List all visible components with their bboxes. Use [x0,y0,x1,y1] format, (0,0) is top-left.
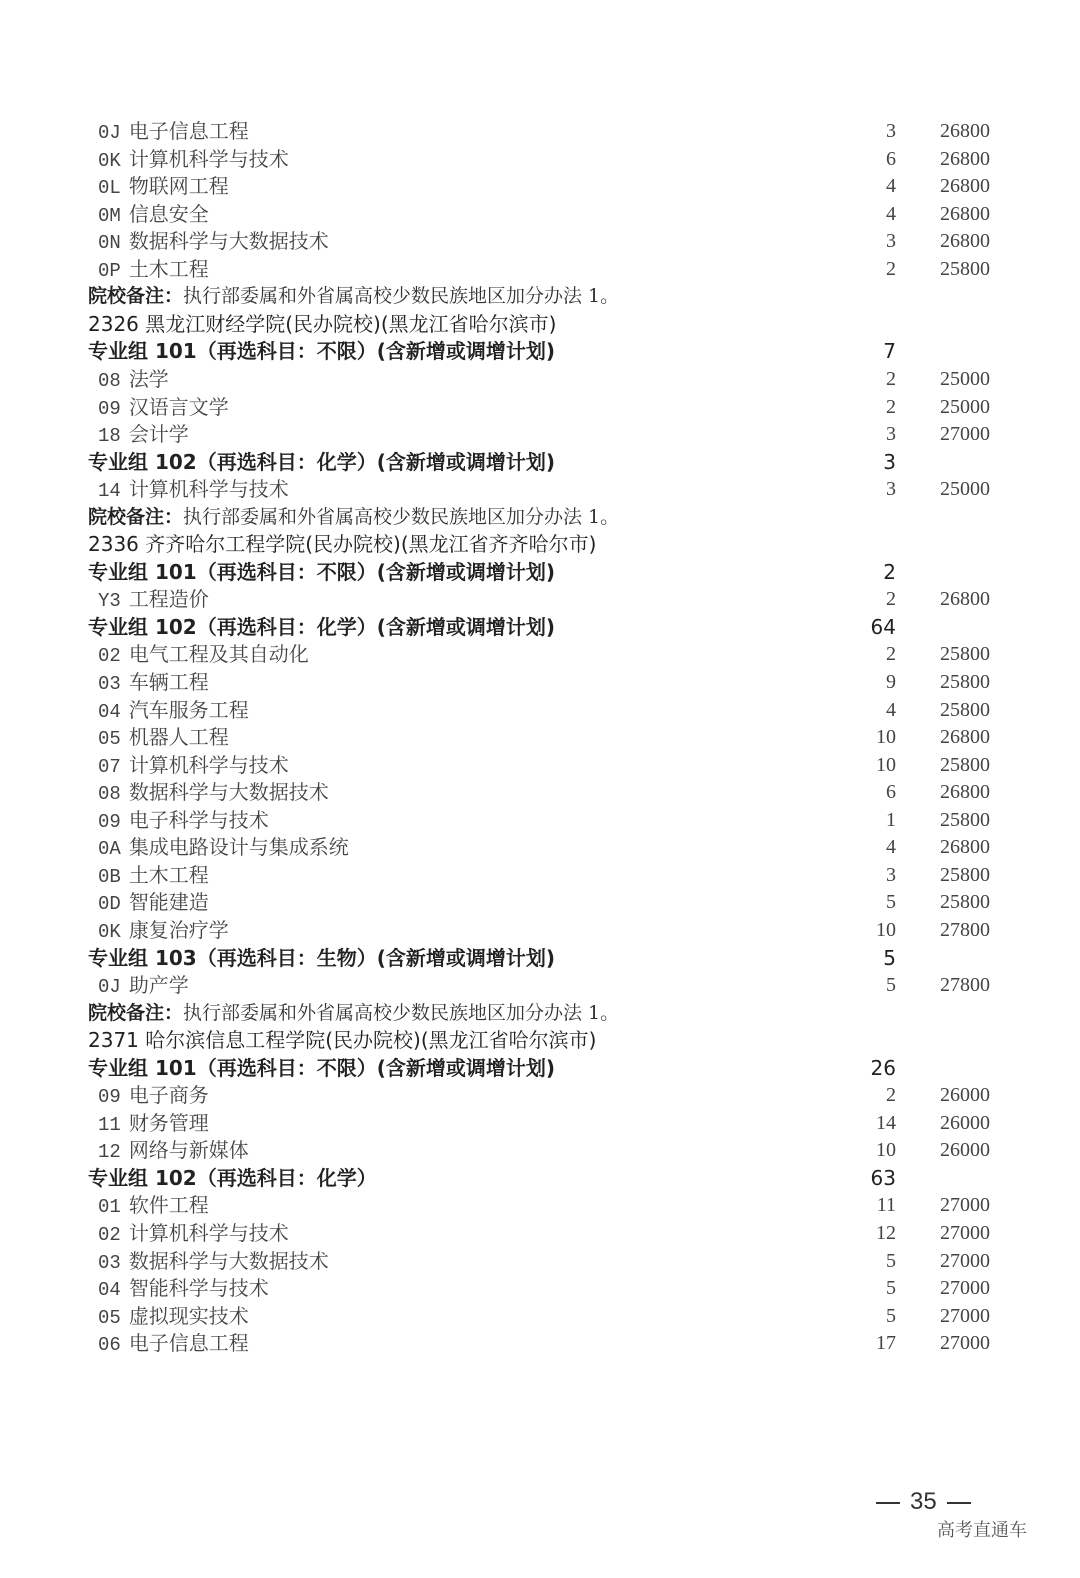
plan-count: 5 [886,891,896,914]
group-row [0,1055,1080,1082]
major-row [0,1192,1080,1219]
plan-count: 11 [876,1194,896,1217]
tuition-fee: 26000 [940,1084,990,1107]
major-code: 03 [98,1251,121,1274]
note-text: 执行部委属和外省属高校少数民族地区加分办法 1。 [183,285,620,308]
major-row [0,917,1080,944]
major-name [98,917,229,946]
group-row [0,559,1080,586]
plan-count: 3 [886,230,896,253]
tuition-fee: 26000 [940,1111,990,1134]
plan-count: 26 [870,1055,896,1080]
major-code: 18 [98,425,121,448]
dash-left [876,1502,900,1504]
tuition-fee: 26800 [940,230,990,253]
major-row [0,724,1080,751]
tuition-fee: 27800 [940,918,990,941]
major-title: 会计学 [128,422,189,447]
major-name [98,1137,249,1166]
note-row [0,504,1080,531]
major-row [0,366,1080,393]
tuition-fee: 25000 [940,367,990,390]
group-title: 专业组 103（再选科目：生物）(含新增或调增计划) [88,945,555,970]
tuition-fee: 27000 [940,1222,990,1244]
plan-count: 10 [876,1139,896,1162]
tuition-fee: 27000 [940,1304,990,1327]
major-code: 11 [98,1113,121,1136]
plan-count: 6 [886,147,896,170]
major-code: 0P [98,259,121,282]
major-title: 数据科学与大数据技术 [128,229,329,254]
major-code: Y3 [98,590,121,613]
major-title: 法学 [128,366,169,391]
major-title: 信息安全 [128,201,209,226]
major-name [98,724,229,753]
major-code: 09 [98,1086,121,1109]
major-title: 计算机科学与技术 [128,146,289,171]
major-code: 09 [98,397,121,420]
school-title: 2371 哈尔滨信息工程学院(民办院校)(黑龙江省哈尔滨市) [88,1028,597,1053]
major-name [98,972,189,1001]
plan-count: 3 [886,120,896,142]
plan-count: 2 [886,395,896,418]
major-name [98,889,209,918]
note-row [0,1000,1080,1027]
plan-count: 4 [886,202,896,225]
plan-count: 10 [876,753,896,776]
major-row [0,1110,1080,1137]
plan-count: 14 [876,1111,896,1134]
major-row [0,1137,1080,1164]
major-code: 02 [98,645,121,668]
major-name [98,256,209,285]
major-name [98,1192,209,1221]
group-row [0,614,1080,641]
group-title: 专业组 102（再选科目：化学） [88,1165,377,1190]
major-row [0,118,1080,145]
major-title: 数据科学与大数据技术 [128,780,329,805]
tuition-fee: 26800 [940,202,990,225]
major-name [98,1220,289,1249]
major-row [0,697,1080,724]
plan-count: 7 [883,339,896,364]
major-row [0,752,1080,779]
tuition-fee: 26800 [940,147,990,170]
major-name [98,1275,269,1304]
tuition-fee: 25800 [940,643,990,666]
major-title: 计算机科学与技术 [128,752,289,777]
plan-count: 5 [886,1249,896,1272]
page-number [866,1488,981,1516]
major-title: 机器人工程 [128,725,229,750]
major-title: 电气工程及其自动化 [128,642,309,667]
major-name [98,752,289,781]
major-title: 智能建造 [128,890,209,915]
group-title: 专业组 102（再选科目：化学）(含新增或调增计划) [88,449,555,474]
major-title: 电子信息工程 [128,1331,249,1356]
major-code: 0J [98,122,121,144]
major-name [98,862,209,891]
plan-count: 12 [876,1222,896,1244]
major-code: 02 [98,1224,121,1246]
major-name [98,394,229,423]
major-code: 0B [98,865,121,888]
major-row [0,256,1080,283]
tuition-fee: 26800 [940,175,990,198]
group-row [0,449,1080,476]
plan-count: 5 [883,945,896,970]
major-title: 网络与新媒体 [128,1138,249,1163]
tuition-fee: 25800 [940,257,990,280]
major-row [0,862,1080,889]
major-name [98,476,289,505]
plan-count: 5 [886,974,896,997]
major-title: 智能科学与技术 [128,1276,269,1301]
major-row [0,1082,1080,1109]
major-title: 软件工程 [128,1193,209,1218]
tuition-fee: 25800 [940,671,990,693]
school-row [0,311,1080,338]
major-name [98,421,189,450]
major-row [0,228,1080,255]
school-note [88,283,619,310]
major-title: 计算机科学与技术 [128,1221,289,1245]
plan-count: 2 [886,588,896,611]
note-label: 院校备注： [88,1001,184,1024]
note-label: 院校备注： [88,505,184,528]
major-code: 0M [98,204,121,227]
plan-count: 2 [883,559,896,584]
plan-count: 2 [886,257,896,280]
major-row [0,669,1080,696]
tuition-fee: 27000 [940,1249,990,1272]
major-title: 物联网工程 [128,174,229,199]
major-code: 04 [98,1279,121,1302]
major-name [98,641,309,670]
major-row [0,146,1080,173]
major-code: 0K [98,149,121,172]
major-name [98,201,209,230]
major-row [0,476,1080,503]
major-code: 08 [98,783,121,806]
major-row [0,586,1080,613]
tuition-fee: 26800 [940,726,990,749]
major-code: 04 [98,700,121,723]
tuition-fee: 27000 [940,1277,990,1300]
tuition-fee: 25800 [940,698,990,721]
note-text: 执行部委属和外省属高校少数民族地区加分办法 1。 [183,505,620,528]
plan-count: 10 [876,726,896,749]
tuition-fee: 26000 [940,1139,990,1162]
major-code: 05 [98,1306,121,1329]
major-name [98,173,229,202]
major-code: 0J [98,976,121,999]
tuition-fee: 25000 [940,478,990,501]
major-name [98,1330,249,1359]
school-note [88,504,619,531]
major-row [0,1248,1080,1275]
major-row [0,173,1080,200]
tuition-fee: 25800 [940,753,990,776]
school-title: 2336 齐齐哈尔工程学院(民办院校)(黑龙江省齐齐哈尔市) [88,532,597,557]
tuition-fee: 26800 [940,120,990,142]
group-title: 专业组 102（再选科目：化学）(含新增或调增计划) [88,614,555,639]
school-title: 2326 黑龙江财经学院(民办院校)(黑龙江省哈尔滨市) [88,311,557,336]
group-row [0,1165,1080,1192]
major-code: 12 [98,1141,121,1164]
major-name [98,779,329,808]
plan-count: 6 [886,781,896,804]
major-row [0,201,1080,228]
group-row [0,945,1080,972]
tuition-fee: 27000 [940,1194,990,1217]
school-note [88,1000,619,1027]
major-row [0,394,1080,421]
plan-count: 3 [886,478,896,501]
major-name [98,1110,209,1139]
major-title: 虚拟现实技术 [128,1303,249,1328]
note-text: 执行部委属和外省属高校少数民族地区加分办法 1。 [183,1001,620,1024]
major-title: 电子商务 [128,1083,209,1108]
major-name [98,366,169,395]
major-row [0,972,1080,999]
tuition-fee: 25000 [940,395,990,418]
major-title: 集成电路设计与集成系统 [128,835,349,860]
major-row [0,1303,1080,1330]
major-code: 0L [98,177,121,200]
major-code: 0A [98,838,121,861]
plan-count: 5 [886,1304,896,1327]
tuition-fee: 27000 [940,423,990,446]
major-row [0,779,1080,806]
major-title: 土木工程 [128,862,209,887]
tuition-fee: 26800 [940,588,990,611]
major-name [98,697,249,726]
major-title: 土木工程 [128,256,209,281]
major-row [0,1220,1080,1247]
plan-count: 4 [886,175,896,198]
major-code: 14 [98,480,121,503]
major-code: 01 [98,1196,121,1219]
major-row [0,1275,1080,1302]
major-row [0,641,1080,668]
major-code: 03 [98,673,121,695]
plan-count: 63 [870,1165,896,1190]
school-row [0,531,1080,558]
major-name [98,146,289,175]
tuition-fee: 25800 [940,863,990,886]
group-title: 专业组 101（再选科目：不限）(含新增或调增计划) [88,1055,555,1080]
major-code: 09 [98,810,121,833]
major-name [98,1082,209,1111]
plan-count: 64 [870,614,896,639]
plan-count: 2 [886,367,896,390]
plan-count: 1 [886,808,896,831]
major-title: 助产学 [128,973,189,998]
major-title: 工程造价 [128,587,209,612]
tuition-fee: 27800 [940,974,990,997]
plan-count: 3 [883,449,896,474]
tuition-fee: 27000 [940,1332,990,1355]
major-row [0,807,1080,834]
group-title: 专业组 101（再选科目：不限）(含新增或调增计划) [88,559,555,584]
plan-count: 3 [886,863,896,886]
major-name [98,228,329,257]
major-title: 汽车服务工程 [128,697,249,722]
tuition-fee: 26800 [940,781,990,804]
tuition-fee: 26800 [940,836,990,859]
plan-count: 5 [886,1277,896,1300]
major-title: 计算机科学与技术 [128,477,289,502]
tuition-fee: 25800 [940,808,990,831]
major-title: 康复治疗学 [128,917,229,942]
major-title: 车辆工程 [128,670,209,694]
major-code: 0N [98,232,121,255]
major-code: 0D [98,893,121,916]
tuition-fee: 25800 [940,891,990,914]
major-code: 05 [98,728,121,751]
major-title: 电子科学与技术 [128,807,269,832]
major-name [98,834,349,863]
school-row [0,1027,1080,1054]
major-code: 07 [98,755,121,778]
note-row [0,283,1080,310]
major-name [98,1303,249,1332]
plan-count: 17 [876,1332,896,1355]
major-row [0,889,1080,916]
plan-count: 4 [886,698,896,721]
major-name [98,1248,329,1277]
plan-count: 2 [886,643,896,666]
major-name [98,669,209,698]
plan-count: 10 [876,918,896,941]
group-title: 专业组 101（再选科目：不限）(含新增或调增计划) [88,339,555,364]
major-title: 汉语言文学 [128,394,229,419]
major-code: 0K [98,920,121,943]
major-title: 财务管理 [128,1110,209,1135]
plan-count: 9 [886,671,896,693]
major-row [0,834,1080,861]
plan-count: 4 [886,836,896,859]
plan-count: 3 [886,423,896,446]
major-row [0,421,1080,448]
page-number-text: 35 [910,1488,937,1515]
major-code: 08 [98,369,121,392]
plan-count: 2 [886,1084,896,1107]
major-title: 电子信息工程 [128,119,249,143]
dash-right [947,1502,971,1504]
major-name [98,807,269,836]
major-row [0,1330,1080,1357]
note-label: 院校备注： [88,285,184,308]
major-name [98,118,249,147]
group-row [0,338,1080,365]
major-code: 06 [98,1334,121,1357]
major-title: 数据科学与大数据技术 [128,1248,329,1273]
watermark: 高考直通车 [937,1520,1027,1541]
major-name [98,586,209,615]
